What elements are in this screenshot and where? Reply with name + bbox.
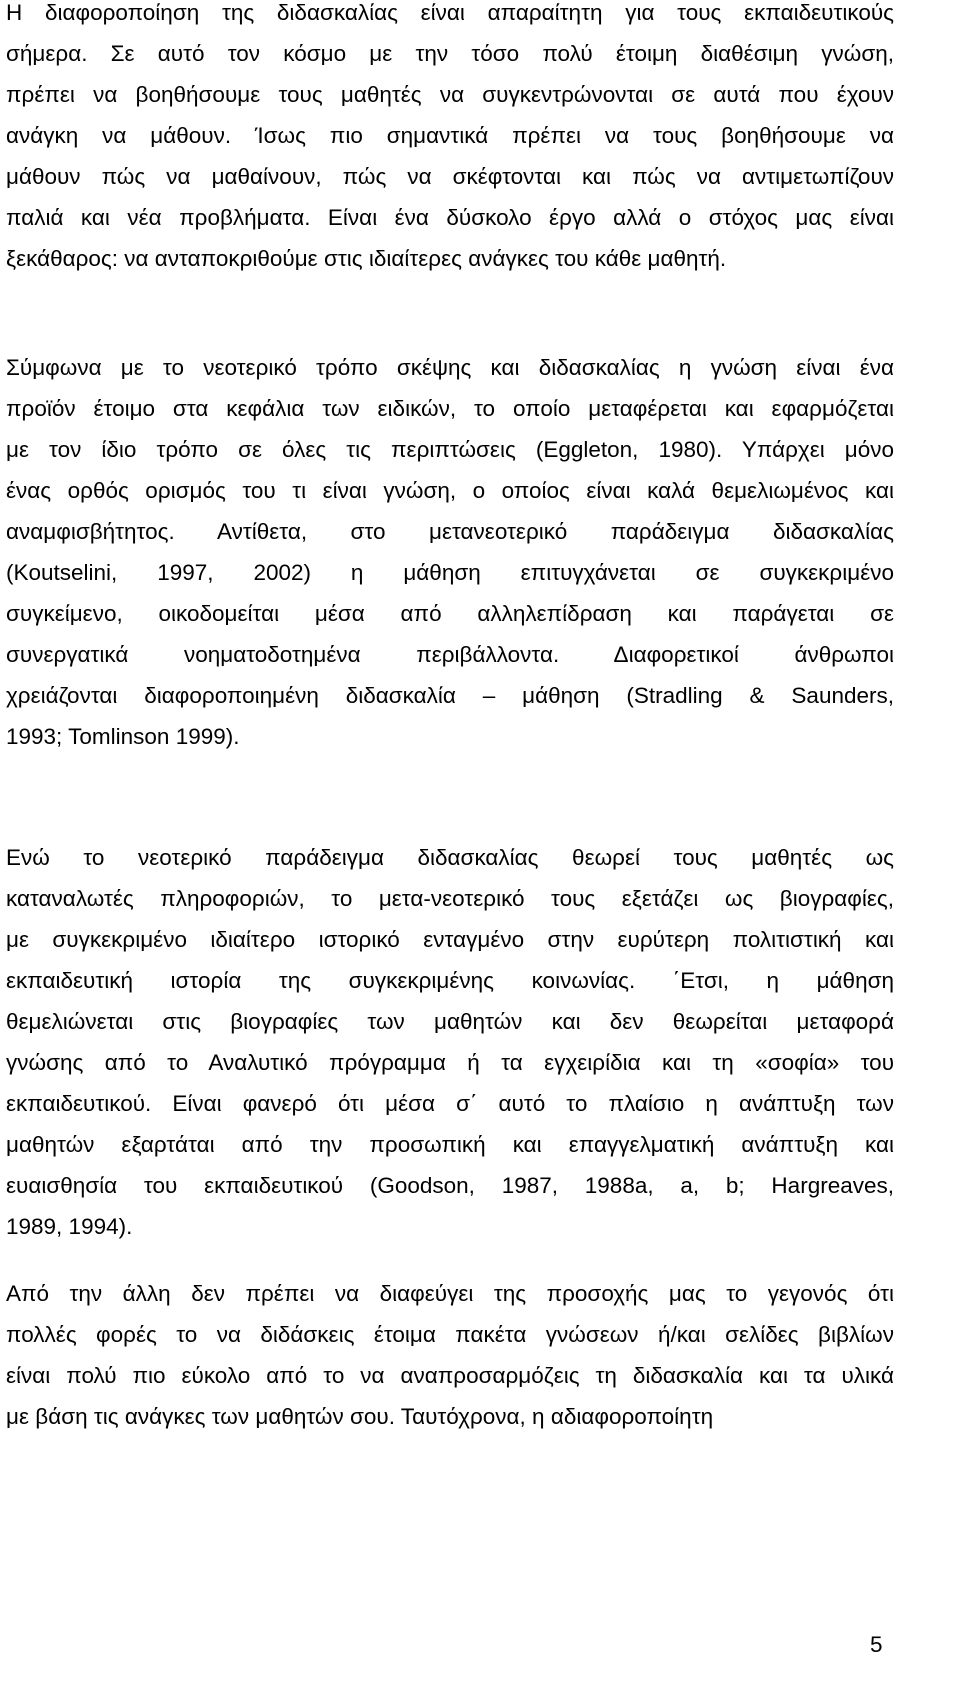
text-line: (Koutselini, 1997, 2002) η μάθηση επιτυγχάνεται σε συγκεκριμένο xyxy=(6,560,894,585)
text-line: Η διαφοροποίηση της διδασκαλίας είναι απαραίτητη για τους εκπαιδευτικούς xyxy=(6,0,894,25)
text-line: συνεργατικά νοηματοδοτημένα περιβάλλοντα. Διαφορετικοί άνθρωποι xyxy=(6,642,894,667)
paragraph-1 xyxy=(6,0,894,279)
text-line: παλιά και νέα προβλήματα. Είναι ένα δύσκολο έργο αλλά ο στόχος μας είναι xyxy=(6,205,894,230)
text-line: ξεκάθαρος: να ανταποκριθούμε στις ιδιαίτερες ανάγκες του κάθε μαθητή. xyxy=(6,246,727,271)
text-line: μάθουν πώς να μαθαίνουν, πώς να σκέφτονται και πώς να αντιμετωπίζουν xyxy=(6,164,894,189)
text-line: καταναλωτές πληροφοριών, το μετα-νεοτερικό τους εξετάζει ως βιογραφίες, xyxy=(6,886,894,911)
text-line: με συγκεκριμένο ιδιαίτερο ιστορικό ενταγμένο στην ευρύτερη πολιτιστική και xyxy=(6,927,894,952)
paragraph-4 xyxy=(6,1273,894,1437)
text-line: ένας ορθός ορισμός του τι είναι γνώση, ο οποίος είναι καλά θεμελιωμένος και xyxy=(6,478,894,503)
text-line: προϊόν έτοιμο στα κεφάλια των ειδικών, το οποίο μεταφέρεται και εφαρμόζεται xyxy=(6,396,894,421)
text-line: είναι πολύ πιο εύκολο από το να αναπροσαρμόζεις τη διδασκαλία και τα υλικά xyxy=(6,1363,894,1388)
text-line: Σύμφωνα με το νεοτερικό τρόπο σκέψης και διδασκαλίας η γνώση είναι ένα xyxy=(6,355,894,380)
text-line: 1993; Tomlinson 1999). xyxy=(6,724,240,749)
text-line: Ενώ το νεοτερικό παράδειγμα διδασκαλίας θεωρεί τους μαθητές ως xyxy=(6,845,894,870)
text-line: Από την άλλη δεν πρέπει να διαφεύγει της προσοχής μας το γεγονός ότι xyxy=(6,1281,894,1306)
text-line: εκπαιδευτικού. Είναι φανερό ότι μέσα σ΄ αυτό το πλαίσιο η ανάπτυξη των xyxy=(6,1091,894,1116)
text-line: γνώσης από το Αναλυτικό πρόγραμμα ή τα εγχειρίδια και τη «σοφία» του xyxy=(6,1050,894,1075)
paragraph-2 xyxy=(6,347,894,757)
text-line: σήμερα. Σε αυτό τον κόσμο με την τόσο πολύ έτοιμη διαθέσιμη γνώση, xyxy=(6,41,894,66)
text-line: εκπαιδευτική ιστορία της συγκεκριμένης κοινωνίας. ΄Ετσι, η μάθηση xyxy=(6,968,894,993)
page-number: 5 xyxy=(870,1632,883,1657)
text-line: χρειάζονται διαφοροποιημένη διδασκαλία – μάθηση (Stradling & Saunders, xyxy=(6,683,894,708)
text-line: 1989, 1994). xyxy=(6,1214,133,1239)
text-line: πρέπει να βοηθήσουμε τους μαθητές να συγκεντρώνονται σε αυτά που έχουν xyxy=(6,82,894,107)
paragraph-3 xyxy=(6,837,894,1247)
text-line: αναμφισβήτητος. Αντίθετα, στο μετανεοτερικό παράδειγμα διδασκαλίας xyxy=(6,519,894,544)
text-line: μαθητών εξαρτάται από την προσωπική και επαγγελματική ανάπτυξη και xyxy=(6,1132,894,1157)
text-line: ανάγκη να μάθουν. Ίσως πιο σημαντικά πρέπει να τους βοηθήσουμε να xyxy=(6,123,894,148)
text-line: θεμελιώνεται στις βιογραφίες των μαθητών και δεν θεωρείται μεταφορά xyxy=(6,1009,894,1034)
text-line: ευαισθησία του εκπαιδευτικού (Goodson, 1987, 1988a, a, b; Hargreaves, xyxy=(6,1173,894,1198)
text-line: με βάση τις ανάγκες των μαθητών σου. Ταυτόχρονα, η αδιαφοροποίητη xyxy=(6,1404,714,1429)
text-line: με τον ίδιο τρόπο σε όλες τις περιπτώσεις (Eggleton, 1980). Υπάρχει μόνο xyxy=(6,437,894,462)
text-line: συγκείμενο, οικοδομείται μέσα από αλληλεπίδραση και παράγεται σε xyxy=(6,601,894,626)
text-line: πολλές φορές το να διδάσκεις έτοιμα πακέτα γνώσεων ή/και σελίδες βιβλίων xyxy=(6,1322,894,1347)
